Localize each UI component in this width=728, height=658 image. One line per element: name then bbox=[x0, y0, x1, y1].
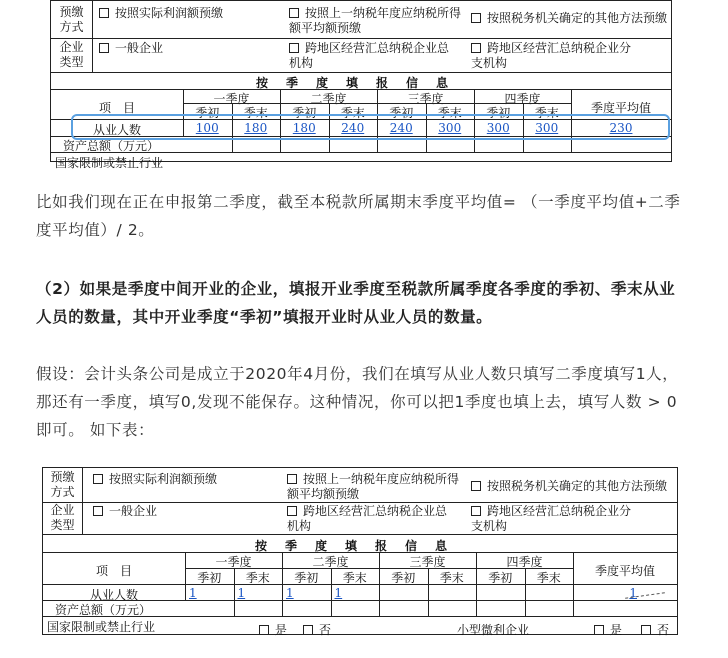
checkbox-icon[interactable] bbox=[471, 481, 481, 491]
sub-col-header: 季末 bbox=[439, 571, 464, 585]
sub-col-header: 季末 bbox=[536, 571, 561, 585]
employees-value[interactable]: 180 bbox=[244, 121, 268, 135]
prepay-option-actual[interactable]: 按照实际利润额预缴 bbox=[99, 6, 223, 21]
highlight-box bbox=[71, 114, 670, 140]
sub-col-header: 季末 bbox=[245, 571, 270, 585]
checkbox-icon[interactable] bbox=[287, 474, 297, 484]
checkbox-icon[interactable] bbox=[471, 13, 481, 23]
checkbox-icon[interactable] bbox=[99, 43, 109, 53]
item-header: 项 目 bbox=[95, 564, 132, 578]
restricted-yes[interactable]: 是 bbox=[243, 621, 303, 638]
quarter-header: 一季度 bbox=[215, 555, 252, 569]
paragraph-1: 比如我们现在正在申报第二季度，截至本税款所属期末季度平均值= （一季度平均值+二季度平均值）/ 2。 bbox=[36, 193, 681, 239]
assets-label: 资产总额（万元） bbox=[55, 603, 152, 617]
checkbox-icon[interactable] bbox=[287, 506, 297, 516]
small-yes[interactable]: 是 bbox=[588, 621, 628, 638]
employees-value[interactable]: 180 bbox=[292, 121, 316, 135]
checkbox-icon[interactable] bbox=[303, 625, 313, 635]
sub-col-header: 季初 bbox=[294, 571, 319, 585]
checkbox-icon[interactable] bbox=[93, 474, 103, 484]
sub-col-header: 季末 bbox=[534, 106, 559, 120]
sub-col-header: 季初 bbox=[486, 106, 511, 120]
sub-col-header: 季初 bbox=[391, 571, 416, 585]
employees-value[interactable]: 1 bbox=[286, 586, 294, 600]
quarter-header: 一季度 bbox=[213, 92, 250, 106]
quarter-header: 三季度 bbox=[409, 555, 446, 569]
checkbox-icon[interactable] bbox=[594, 625, 604, 635]
enterprise-option-general[interactable]: 一般企业 bbox=[99, 41, 163, 56]
checkbox-icon[interactable] bbox=[471, 43, 481, 53]
item-header: 项 目 bbox=[98, 101, 135, 115]
employees-label: 从业人数 bbox=[89, 588, 138, 602]
checkbox-icon[interactable] bbox=[93, 506, 103, 516]
restricted-label: 国家限制或禁止行业 bbox=[47, 620, 156, 634]
employees-label: 从业人数 bbox=[92, 123, 141, 137]
small-enterprise-label: 小型微利企业 bbox=[456, 623, 529, 637]
small-no[interactable]: 否 bbox=[633, 621, 677, 638]
checkbox-icon[interactable] bbox=[641, 625, 651, 635]
employees-value[interactable]: 240 bbox=[341, 121, 365, 135]
enterprise-option-branch[interactable]: 跨地区经营汇总纳税企业分支机构 bbox=[471, 41, 632, 70]
employees-value[interactable]: 100 bbox=[195, 121, 219, 135]
assets-label: 资产总额（万元） bbox=[63, 139, 160, 153]
form-table-2 bbox=[42, 467, 678, 635]
paragraph-2: （2）如果是季度中间开业的企业，填报开业季度至税款所属季度各季度的季初、季末从业人员的数量，其中开业季度“季初”填报开业时从业人员的数量。 bbox=[36, 280, 676, 326]
quarter-header: 四季度 bbox=[504, 92, 541, 106]
employees-value[interactable]: 1 bbox=[334, 586, 343, 600]
sub-col-header: 季初 bbox=[197, 571, 222, 585]
quarter-header: 二季度 bbox=[310, 92, 347, 106]
enterprise-row bbox=[51, 38, 671, 73]
employees-avg-value[interactable]: 230 bbox=[609, 121, 633, 135]
checkbox-icon[interactable] bbox=[289, 43, 299, 53]
paragraph-3: 假设：会计头条公司是成立于2020年4月份，我们在填写从业人数只填写二季度填写1人，那还有一季度，填写0,发现不能保存。这种情况，你可以把1季度也填上去，填写人数 > 0 即可。 如下表： bbox=[36, 365, 679, 439]
prepay-label: 预缴 方式 bbox=[43, 468, 83, 502]
enterprise-label: 企业 类型 bbox=[43, 502, 83, 534]
employees-value[interactable]: 300 bbox=[486, 121, 510, 135]
avg-header: 季度平均值 bbox=[590, 101, 651, 115]
employees-value[interactable]: 1 bbox=[237, 586, 246, 600]
enterprise-option-hq[interactable]: 跨地区经营汇总纳税企业总机构 bbox=[287, 504, 448, 533]
enterprise-option-branch[interactable]: 跨地区经营汇总纳税企业分支机构 bbox=[471, 504, 632, 533]
prepay-option-lastyear[interactable]: 按照上一纳税年度应纳税所得额平均额预缴 bbox=[287, 472, 460, 501]
sub-col-header: 季初 bbox=[195, 106, 220, 120]
enterprise-option-hq[interactable]: 跨地区经营汇总纳税企业总机构 bbox=[289, 41, 450, 70]
prepay-row bbox=[51, 1, 671, 39]
prepay-option-actual[interactable]: 按照实际利润额预缴 bbox=[93, 472, 217, 487]
enterprise-row bbox=[43, 502, 677, 535]
employees-avg-value[interactable]: 1 bbox=[629, 586, 637, 600]
restricted-label: 国家限制或禁止行业 bbox=[55, 156, 164, 170]
sub-col-header: 季末 bbox=[340, 106, 365, 120]
quarter-header: 四季度 bbox=[506, 555, 543, 569]
section-header: 按季度填报信息 bbox=[254, 539, 465, 553]
enterprise-option-general[interactable]: 一般企业 bbox=[93, 504, 157, 519]
restricted-no[interactable]: 否 bbox=[287, 621, 347, 638]
prepay-option-lastyear[interactable]: 按照上一纳税年度应纳税所得额平均额预缴 bbox=[289, 6, 462, 35]
checkbox-icon[interactable] bbox=[99, 8, 109, 18]
quarter-header: 三季度 bbox=[407, 92, 444, 106]
employees-value[interactable]: 300 bbox=[438, 121, 462, 135]
checkbox-icon[interactable] bbox=[471, 506, 481, 516]
prepay-label: 预缴 方式 bbox=[51, 1, 93, 38]
sub-col-header: 季末 bbox=[342, 571, 367, 585]
enterprise-label: 企业 类型 bbox=[51, 38, 93, 72]
avg-header: 季度平均值 bbox=[594, 564, 655, 578]
sub-col-header: 季末 bbox=[243, 106, 268, 120]
employees-value[interactable]: 300 bbox=[535, 121, 559, 135]
checkbox-icon[interactable] bbox=[289, 8, 299, 18]
employees-value[interactable]: 1 bbox=[189, 586, 197, 600]
prepay-row bbox=[43, 468, 677, 503]
sub-col-header: 季初 bbox=[389, 106, 414, 120]
checkbox-icon[interactable] bbox=[259, 625, 269, 635]
section-header: 按季度填报信息 bbox=[255, 76, 466, 90]
sub-col-header: 季末 bbox=[437, 106, 462, 120]
prepay-option-other[interactable]: 按照税务机关确定的其他方法预缴 bbox=[471, 479, 667, 494]
sub-col-header: 季初 bbox=[292, 106, 317, 120]
quarter-header: 二季度 bbox=[312, 555, 349, 569]
employees-value[interactable]: 240 bbox=[389, 121, 413, 135]
sub-col-header: 季初 bbox=[488, 571, 513, 585]
prepay-option-other[interactable]: 按照税务机关确定的其他方法预缴 bbox=[471, 11, 667, 26]
